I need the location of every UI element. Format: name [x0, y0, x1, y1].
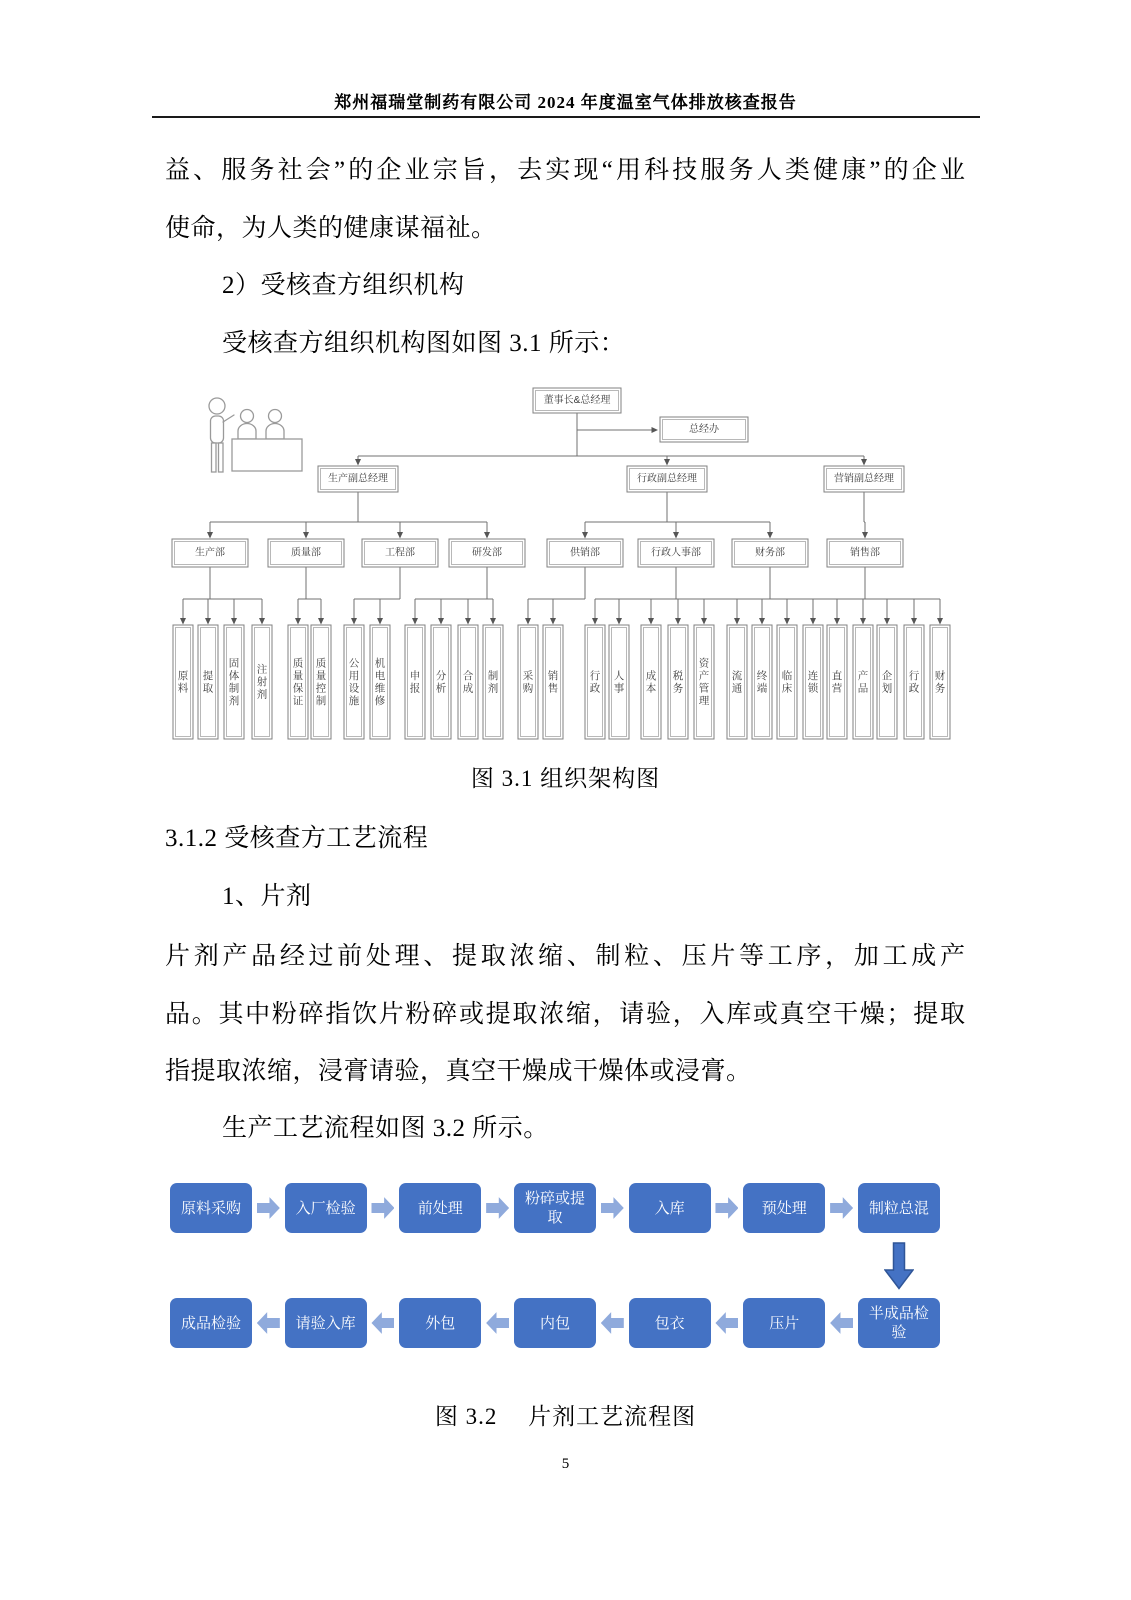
- flow-step: 请验入库: [285, 1298, 367, 1348]
- svg-text:行政副总经理: 行政副总经理: [637, 473, 697, 485]
- svg-text:人事: 人事: [613, 669, 625, 695]
- flow-step: 外包: [399, 1298, 481, 1348]
- org-node-unit: [694, 625, 714, 739]
- svg-text:财务: 财务: [934, 669, 946, 695]
- flow-arrow-left-icon: [830, 1310, 853, 1336]
- org-node-unit: [668, 625, 688, 739]
- flow-arrow-left-icon: [486, 1310, 509, 1336]
- org-node-unit: [609, 625, 629, 739]
- flow-step: 入厂检验: [285, 1183, 367, 1233]
- org-node-unit: [344, 625, 364, 739]
- flow-step: 前处理: [399, 1183, 481, 1233]
- org-node-unit: [904, 625, 924, 739]
- org-node-unit: [752, 625, 772, 739]
- org-node-unit: [543, 625, 563, 739]
- page-header: 郑州福瑞堂制药有限公司 2024 年度温室气体排放核查报告: [334, 93, 797, 112]
- flow-step: 原料采购: [170, 1183, 252, 1233]
- org-node-unit: [458, 625, 478, 739]
- flow-step: 成品检验: [170, 1298, 252, 1348]
- svg-text:行政人事部: 行政人事部: [651, 547, 701, 559]
- org-node-unit: [483, 625, 503, 739]
- org-node-staff-office: [660, 417, 748, 442]
- org-chart-svg: [168, 372, 953, 762]
- flow-step: 半成品检验: [858, 1298, 940, 1348]
- flow-arrow-right-icon: [371, 1195, 394, 1221]
- flow-step: 内包: [514, 1298, 596, 1348]
- paragraph-line: 益、服务社会”的企业宗旨，去实现“用科技服务人类健康”的企业: [165, 157, 965, 184]
- org-node-vp: [824, 466, 904, 492]
- svg-text:研发部: 研发部: [472, 547, 502, 559]
- paragraph-line: 使命，为人类的健康谋福祉。: [165, 215, 497, 242]
- org-node-unit: [641, 625, 661, 739]
- list-item-heading: 1、片剂: [222, 883, 312, 910]
- svg-text:行政: 行政: [908, 669, 920, 695]
- flow-arrow-left-icon: [601, 1310, 624, 1336]
- org-node-unit: [877, 625, 897, 739]
- org-node-unit: [252, 625, 272, 739]
- svg-text:销售部: 销售部: [850, 547, 880, 559]
- svg-text:成本: 成本: [645, 669, 657, 695]
- svg-text:流通: 流通: [731, 669, 743, 695]
- svg-text:生产副总经理: 生产副总经理: [328, 473, 388, 485]
- svg-text:临床: 临床: [781, 669, 793, 695]
- svg-text:合成: 合成: [462, 669, 474, 695]
- flow-step: 粉碎或提取: [514, 1183, 596, 1233]
- svg-text:直营: 直营: [831, 669, 843, 695]
- flow-step: 入库: [629, 1183, 711, 1233]
- flow-step: 包衣: [629, 1298, 711, 1348]
- org-node-unit: [288, 625, 308, 739]
- svg-text:营销副总经理: 营销副总经理: [834, 473, 894, 485]
- svg-text:董事长&总经理: 董事长&总经理: [543, 395, 611, 406]
- org-node-unit: [173, 625, 193, 739]
- org-node-dept: [638, 539, 714, 567]
- org-node-unit: [370, 625, 390, 739]
- svg-text:连锁: 连锁: [807, 669, 819, 695]
- header-rule: [152, 116, 980, 118]
- flow-row-1: [170, 1183, 940, 1233]
- org-node-dept: [732, 539, 808, 567]
- svg-text:机电维修: 机电维修: [374, 657, 386, 707]
- org-node-unit: [405, 625, 425, 739]
- flow-arrow-left-icon: [715, 1310, 738, 1336]
- org-node-dept: [449, 539, 525, 567]
- org-node-unit: [803, 625, 823, 739]
- paragraph-line: 片剂产品经过前处理、提取浓缩、制粒、压片等工序，加工成产: [165, 943, 965, 970]
- org-node-vp: [627, 466, 707, 492]
- svg-text:工程部: 工程部: [385, 547, 415, 559]
- org-node-dept: [362, 539, 438, 567]
- svg-text:分析: 分析: [435, 669, 447, 695]
- org-node-unit: [585, 625, 605, 739]
- flow-arrow-right-icon: [830, 1195, 853, 1221]
- flow-row-2: [170, 1298, 940, 1348]
- flow-step: 制粒总混: [858, 1183, 940, 1233]
- flow-arrow-right-icon: [601, 1195, 624, 1221]
- flow-arrow-right-icon: [486, 1195, 509, 1221]
- paragraph-line: 生产工艺流程如图 3.2 所示。: [222, 1115, 549, 1142]
- svg-text:公用设施: 公用设施: [348, 657, 360, 707]
- org-node-dept: [268, 539, 344, 567]
- svg-text:产品: 产品: [857, 669, 869, 695]
- svg-text:原料: 原料: [177, 669, 189, 695]
- svg-text:销售: 销售: [547, 669, 559, 695]
- org-node-unit: [311, 625, 331, 739]
- org-node-unit: [431, 625, 451, 739]
- flow-step: 压片: [743, 1298, 825, 1348]
- flow-arrow-right-icon: [715, 1195, 738, 1221]
- svg-text:生产部: 生产部: [195, 547, 225, 559]
- svg-text:总经办: 总经办: [689, 424, 719, 435]
- presenter-with-audience-desk-clipart: [209, 398, 302, 472]
- flow-step: 预处理: [743, 1183, 825, 1233]
- org-node-unit: [198, 625, 218, 739]
- svg-text:行政: 行政: [589, 669, 601, 695]
- svg-text:制剂: 制剂: [487, 669, 499, 695]
- org-node-unit: [930, 625, 950, 739]
- paragraph-line: 受核查方组织机构图如图 3.1 所示：: [222, 330, 626, 357]
- org-node-unit: [727, 625, 747, 739]
- svg-text:财务部: 财务部: [755, 547, 785, 559]
- svg-text:资产管理: 资产管理: [698, 657, 710, 707]
- section-heading: 3.1.2 受核查方工艺流程: [165, 825, 429, 852]
- svg-text:税务: 税务: [672, 669, 684, 695]
- svg-text:提取: 提取: [202, 669, 214, 695]
- org-node-unit: [777, 625, 797, 739]
- figure-caption: 图 3.2 片剂工艺流程图: [434, 1404, 697, 1429]
- flow-arrow-left-icon: [371, 1310, 394, 1336]
- svg-text:注射剂: 注射剂: [256, 663, 268, 701]
- org-node-unit: [224, 625, 244, 739]
- flow-down-arrow-icon: [884, 1242, 914, 1290]
- svg-text:终端: 终端: [756, 669, 768, 695]
- org-node-unit: [827, 625, 847, 739]
- svg-text:质量部: 质量部: [291, 547, 321, 559]
- svg-text:质量保证: 质量保证: [292, 657, 304, 707]
- paragraph-line: 指提取浓缩，浸膏请验，真空干燥成干燥体或浸膏。: [165, 1058, 752, 1085]
- flow-arrow-right-icon: [257, 1195, 280, 1221]
- svg-text:质量控制: 质量控制: [315, 657, 327, 707]
- svg-text:供销部: 供销部: [570, 547, 600, 559]
- org-node-dept: [827, 539, 903, 567]
- flow-arrow-left-icon: [257, 1310, 280, 1336]
- org-node-dept: [172, 539, 248, 567]
- org-node-unit: [853, 625, 873, 739]
- org-node-unit: [518, 625, 538, 739]
- list-item-heading: 2）受核查方组织机构: [222, 272, 465, 299]
- org-node-dept: [547, 539, 623, 567]
- org-node-vp: [318, 466, 398, 492]
- org-node-root: [533, 388, 621, 413]
- svg-text:固体制剂: 固体制剂: [228, 657, 240, 707]
- paragraph-line: 品。其中粉碎指饮片粉碎或提取浓缩，请验，入库或真空干燥；提取: [165, 1001, 965, 1028]
- svg-text:采购: 采购: [522, 669, 534, 695]
- svg-text:申报: 申报: [409, 669, 421, 695]
- page-number: 5: [561, 1456, 570, 1472]
- figure-caption: 图 3.1 组织架构图: [470, 766, 661, 791]
- svg-text:企划: 企划: [881, 669, 893, 695]
